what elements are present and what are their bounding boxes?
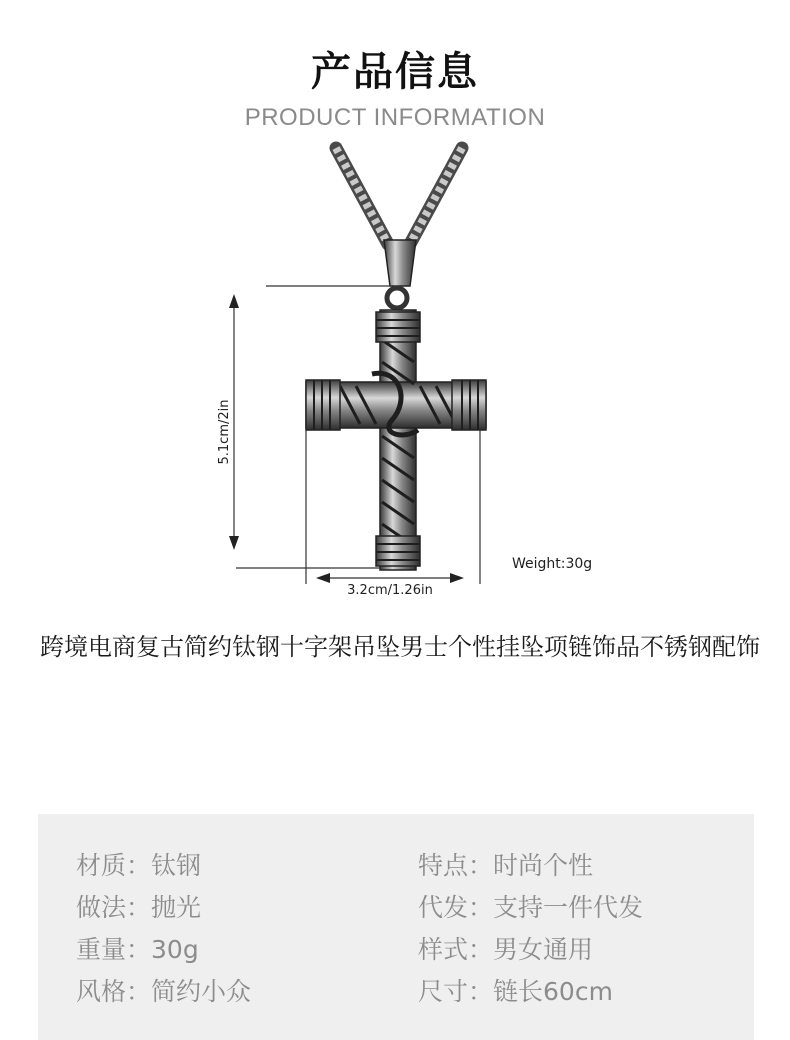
spec-key: 尺寸 ： bbox=[418, 977, 493, 1006]
spec-value: 男女通用 bbox=[493, 935, 594, 964]
spec-key: 风格 ： bbox=[76, 977, 151, 1006]
spec-style bbox=[76, 972, 251, 1008]
spec-key: 重量 ： bbox=[76, 935, 151, 964]
height-label: 5.1cm/2in bbox=[217, 399, 232, 465]
spec-key: 做法 ： bbox=[76, 893, 151, 922]
spec-panel bbox=[38, 814, 754, 1040]
product-figure bbox=[0, 140, 790, 610]
spec-key: 样式 ： bbox=[418, 935, 493, 964]
spec-key: 特点 ： bbox=[418, 851, 493, 880]
spec-size bbox=[418, 972, 613, 1008]
weight-label: Weight:30g bbox=[512, 556, 593, 572]
spec-value: 钛钢 bbox=[151, 851, 202, 880]
spec-value: 链长60cm bbox=[493, 977, 613, 1006]
spec-key: 材质 ： bbox=[76, 851, 151, 880]
page-title: 产品信息 bbox=[311, 49, 479, 95]
chain bbox=[336, 148, 462, 244]
spec-value: 时尚个性 bbox=[493, 851, 594, 880]
spec-dropship bbox=[418, 888, 643, 924]
spec-value: 支持一件代发 bbox=[493, 893, 644, 922]
cross-pendant bbox=[306, 310, 486, 570]
page-subtitle: PRODUCT INFORMATION bbox=[244, 104, 546, 131]
spec-craft bbox=[76, 888, 201, 924]
width-label: 3.2cm/1.26in bbox=[347, 583, 433, 598]
spec-gender bbox=[418, 930, 593, 966]
spec-key: 代发 ： bbox=[418, 893, 493, 922]
spec-value: 30g bbox=[151, 935, 199, 964]
spec-value: 抛光 bbox=[151, 893, 202, 922]
pendant-image bbox=[0, 140, 790, 610]
spec-weight bbox=[76, 930, 199, 966]
spec-value: 简约小众 bbox=[151, 977, 252, 1006]
spec-material bbox=[76, 846, 201, 882]
bail bbox=[384, 240, 416, 308]
spec-feature bbox=[418, 846, 593, 882]
product-title: 跨境电商复古简约钛钢十字架吊坠男士个性挂坠项链饰品不锈钢配饰 bbox=[40, 633, 760, 661]
